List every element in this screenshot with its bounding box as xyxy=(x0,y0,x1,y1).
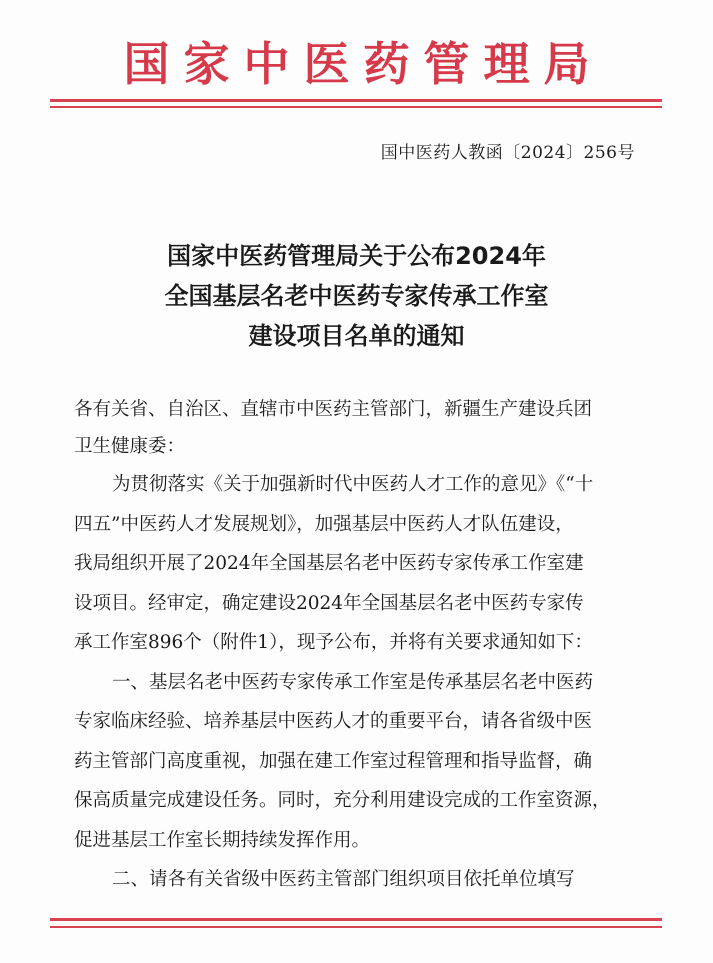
body-line: 设项目。经审定，确定建设2024年全国基层名老中医药专家传 xyxy=(74,593,584,614)
body-line: 专家临床经验、培养基层中医药人才的重要平台，请各省级中医 xyxy=(74,711,593,732)
body-line: 四五”中医药人才发展规划》，加强基层中医药人才队伍建设， xyxy=(74,514,574,535)
body-line: 一、基层名老中医药专家传承工作室是传承基层名老中医药 xyxy=(112,672,594,693)
agency-masthead: 国家中医药管理局 xyxy=(123,37,604,91)
title-line-1: 国家中医药管理局关于公布2024年 xyxy=(167,242,546,270)
body-line-addressee-2: 卫生健康委： xyxy=(74,436,186,457)
footer-rule-top xyxy=(50,918,662,921)
title-line-2: 全国基层名老中医药专家传承工作室 xyxy=(164,282,549,310)
footer-rule-bottom xyxy=(50,926,662,928)
body-line: 保高质量完成建设任务。同时，充分利用建设完成的工作室资源， xyxy=(74,790,611,811)
header-rule-top xyxy=(50,99,662,102)
body-line-addressee-1: 各有关省、自治区、直辖市中医药主管部门，新疆生产建设兵团 xyxy=(74,399,593,420)
body-line: 药主管部门高度重视，加强在建工作室过程管理和指导监督，确 xyxy=(74,751,593,772)
body-line: 促进基层工作室长期持续发挥作用。 xyxy=(74,830,371,851)
body-line: 为贯彻落实《关于加强新时代中医药人才工作的意见》《“十 xyxy=(112,474,594,495)
title-line-3: 建设项目名单的通知 xyxy=(248,322,465,350)
body-line: 二、请各有关省级中医药主管部门组织项目依托单位填写 xyxy=(112,869,575,890)
body-line: 承工作室896个（附件1），现予公布，并将有关要求通知如下： xyxy=(74,632,593,653)
document-number: 国中医药人教函〔2024〕256号 xyxy=(380,143,635,163)
header-rule-bottom xyxy=(50,106,662,108)
body-line: 我局组织开展了2024年全国基层名老中医药专家传承工作室建 xyxy=(74,553,584,574)
